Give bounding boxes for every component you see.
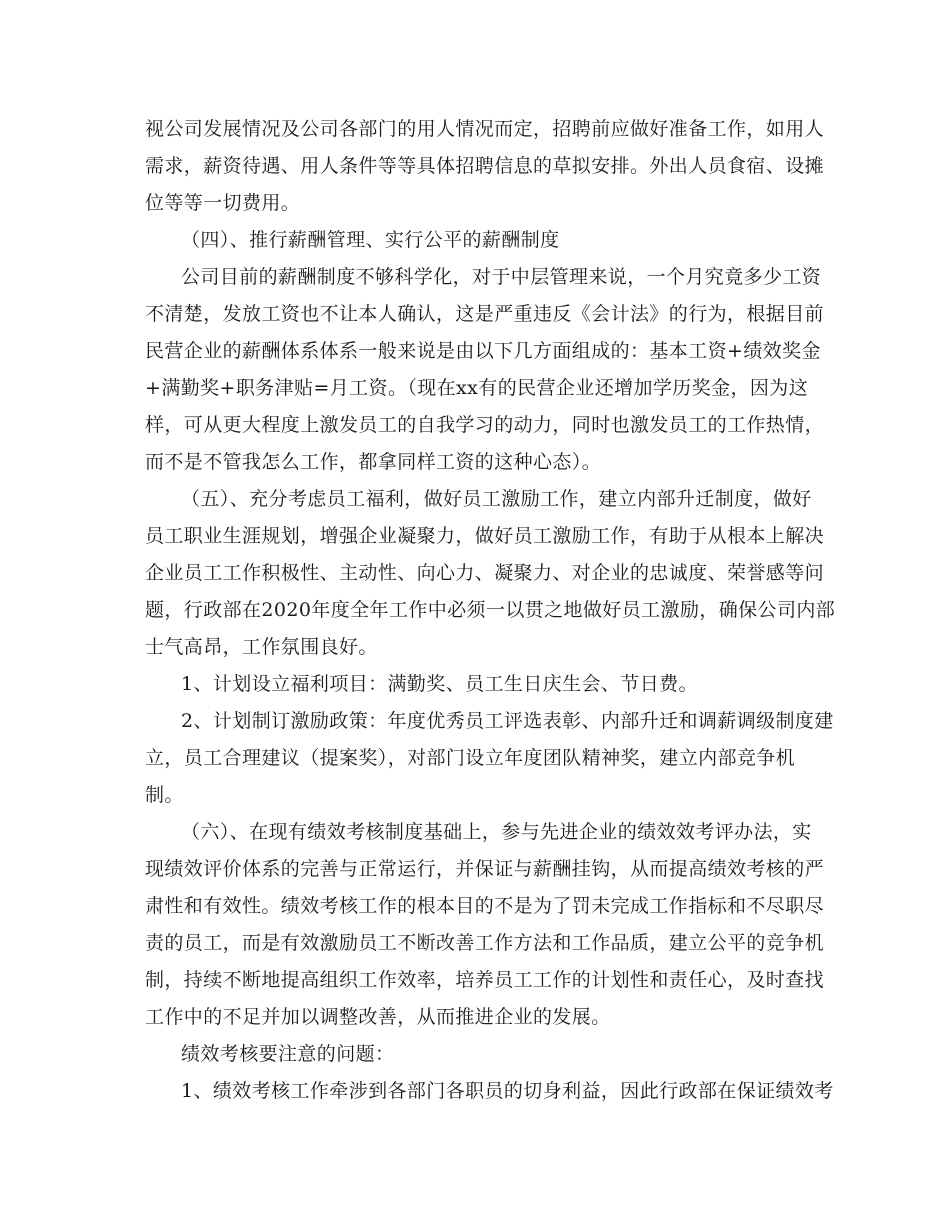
text-line: 而不是不管我怎么工作，都拿同样工资的这种心态）。 bbox=[145, 451, 602, 473]
text-line: 样，可从更大程度上激发员工的自我学习的动力，同时也激发员工的工作热情， bbox=[145, 414, 825, 436]
text-line: 士气高昂，工作氛围良好。 bbox=[145, 636, 378, 658]
text-line: +满勤奖+职务津贴=月工资。（现在xx有的民营企业还增加学历奖金，因为这 bbox=[145, 377, 809, 399]
text-line: 公司目前的薪酬制度不够科学化，对于中层管理来说，一个月究竟多少工资 bbox=[181, 266, 822, 288]
text-line: 位等等一切费用。 bbox=[145, 192, 301, 214]
text-line: 立，员工合理建议（提案奖），对部门设立年度团队精神奖，建立内部竞争机 bbox=[145, 747, 796, 769]
text-line: 现绩效评价体系的完善与正常运行，并保证与薪酬挂钩，从而提高绩效考核的严 bbox=[145, 858, 825, 880]
section-heading-five: （五）、充分考虑员工福利，做好员工激励工作，建立内部升迁制度，做好 bbox=[181, 488, 812, 510]
text-line: 工作中的不足并加以调整改善，从而推进企业的发展。 bbox=[145, 1006, 611, 1028]
section-heading-six: （六）、在现有绩效考核制度基础上，参与先进企业的绩效效考评办法，实 bbox=[181, 821, 812, 843]
list-item-1: 1、计划设立福利项目：满勤奖、员工生日庆生会、节日费。 bbox=[181, 673, 698, 695]
section-heading-four: （四）、推行薪酬管理、实行公平的薪酬制度 bbox=[181, 229, 560, 251]
text-line: 制，持续不断地提高组织工作效率，培养员工工作的计划性和责任心，及时查找 bbox=[145, 969, 825, 991]
text-line: 制。 bbox=[145, 784, 184, 806]
text-line: 不清楚，发放工资也不让本人确认，这是严重违反《会计法》的行为，根据目前 bbox=[145, 303, 825, 325]
text-line: 视公司发展情况及公司各部门的用人情况而定，招聘前应做好准备工作，如用人 bbox=[145, 118, 825, 140]
text-line: 企业员工工作积极性、主动性、向心力、凝聚力、对企业的忠诚度、荣誉感等问 bbox=[145, 562, 825, 584]
text-line: 题，行政部在2020年度全年工作中必须一以贯之地做好员工激励，确保公司内部 bbox=[145, 599, 836, 621]
text-line: 员工职业生涯规划，增强企业凝聚力，做好员工激励工作，有助于从根本上解决 bbox=[145, 525, 825, 547]
subheading-performance-issues: 绩效考核要注意的问题： bbox=[181, 1043, 395, 1065]
text-line: 民营企业的薪酬体系体系一般来说是由以下几方面组成的：基本工资+绩效奖金 bbox=[145, 340, 821, 362]
list-item-performance-1: 1、绩效考核工作牵涉到各部门各职员的切身利益，因此行政部在保证绩效考 bbox=[181, 1080, 834, 1102]
text-line: 需求，薪资待遇、用人条件等等具体招聘信息的草拟安排。外出人员食宿、设摊 bbox=[145, 155, 825, 177]
list-item-2: 2、计划制订激励政策：年度优秀员工评选表彰、内部升迁和调薪调级制度建 bbox=[181, 710, 834, 732]
text-line: 责的员工，而是有效激励员工不断改善工作方法和工作品质，建立公平的竞争机 bbox=[145, 932, 825, 954]
text-line: 肃性和有效性。绩效考核工作的根本目的不是为了罚未完成工作指标和不尽职尽 bbox=[145, 895, 825, 917]
